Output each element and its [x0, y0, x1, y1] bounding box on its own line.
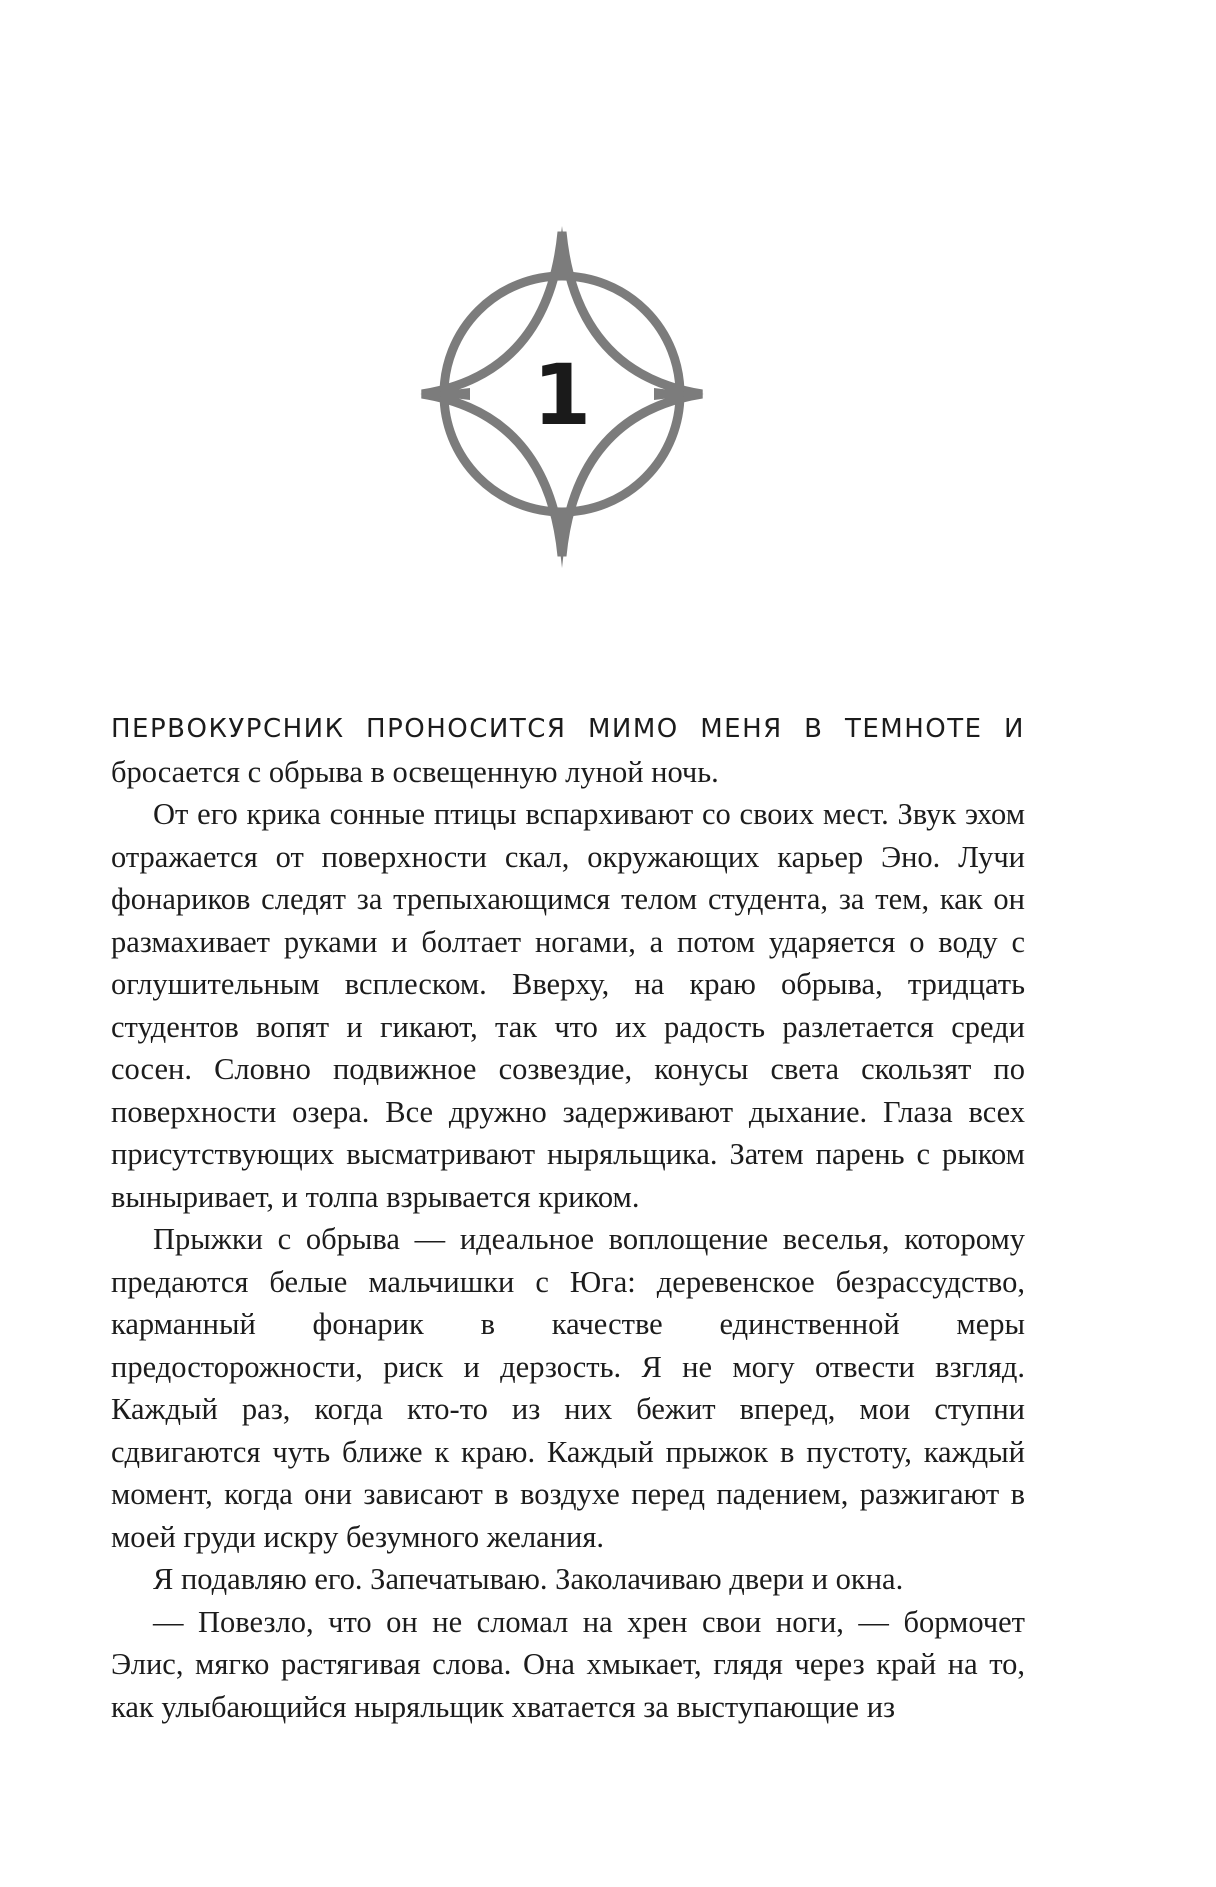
- paragraph-3: Прыжки с обрыва — идеальное воплощение веселья, которому предаются белые мальчишки с Юга: деревенское безрассудство, карманный фонарик в качестве единственной меры предосторожности, риск и дерзость. Я не могу отвести взгляд. Каждый раз, когда кто-то из них бежит вперед, мои ступни сдвигаются чуть ближе к краю. Каждый прыжок в пустоту, каждый момент, когда они зависают в воздухе перед падением, разжигают в моей груди искру безумного желания.: [111, 1222, 1025, 1554]
- paragraph-5: — Повезло, что он не сломал на хрен свои ноги, — бормочет Элис, мягко растягивая слова. Она хмыкает, глядя через край на то, как улыбающийся ныряльщик хватается за выступающие из: [111, 1604, 1025, 1724]
- chapter-text: [111, 706, 1025, 1728]
- paragraph-4: Я подавляю его. Запечатываю. Заколачиваю двери и окна.: [153, 1562, 904, 1596]
- chapter-number: 1: [532, 346, 592, 444]
- paragraph-2: От его крика сонные птицы вспархивают со своих мест. Звук эхом отражается от поверхности скал, окружающих карьер Эно. Лучи фонариков следят за трепыхающимся телом студента, за тем, как он размахивает руками и болтает ногами, а потом ударяется о воду с оглушительным всплеском. Вверху, на краю обрыва, тридцать студентов вопят и гикают, так что их радость разлетается среди сосен. Словно подвижное созвездие, конусы света скользят по поверхности озера. Все дружно задерживают дыхание. Глаза всех присутствующих высматривают ныряльщика. Затем парень с рыком выныривает, и толпа взрывается криком.: [111, 797, 1025, 1214]
- paragraph-1-lead: ПЕРВОКУРСНИК ПРОНОСИТСЯ МИМО МЕНЯ В ТЕМНОТЕ И: [111, 714, 1025, 744]
- paragraph-1-rest: бросается с обрыва в освещенную луной ночь.: [111, 754, 719, 789]
- paragraph-1: [111, 706, 1025, 793]
- compass-star-emblem-icon: [402, 222, 722, 572]
- chapter-emblem: [402, 222, 722, 572]
